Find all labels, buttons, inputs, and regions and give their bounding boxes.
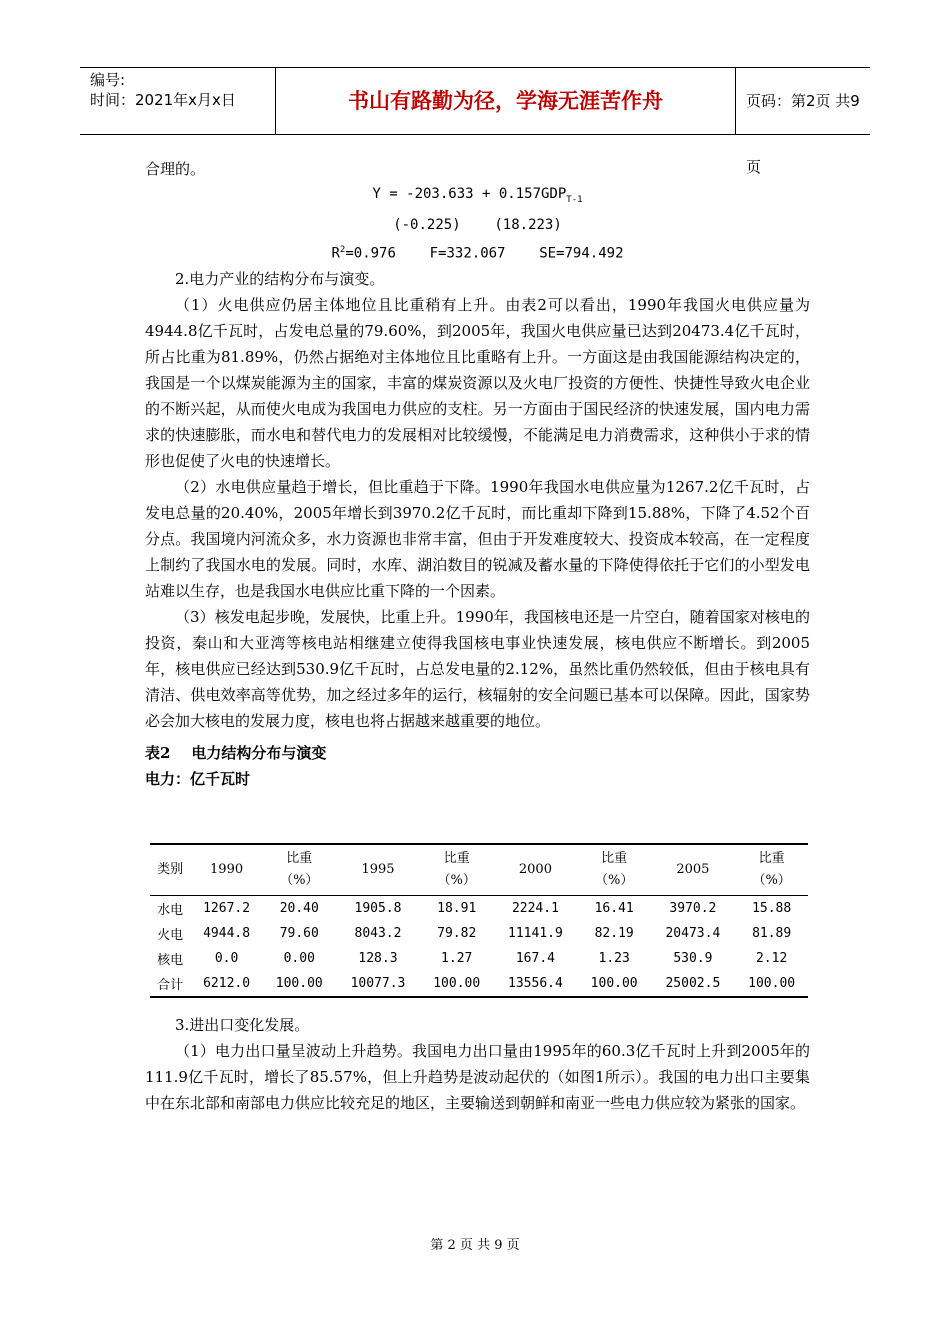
number-label: 编号: [90, 71, 126, 89]
table-unit: 电力：亿千瓦时 [145, 770, 251, 789]
document-body [145, 156, 810, 792]
cell: 火电 [157, 928, 184, 943]
cell: 11141.9 [508, 926, 563, 941]
cell: 4944.8 [203, 926, 251, 941]
table-row [150, 946, 808, 971]
header-2005: 2005 [651, 844, 736, 896]
cell: 8043.2 [354, 926, 402, 941]
cell: 1.27 [441, 951, 473, 966]
cell: 水电 [157, 903, 184, 918]
cell: 100.00 [420, 971, 493, 997]
cell: 20473.4 [665, 926, 721, 941]
section-3-title: 3.进出口变化发展。 [175, 1016, 310, 1034]
regression-formula [145, 182, 810, 266]
cell: 100.00 [735, 971, 808, 997]
header-1995: 1995 [336, 844, 421, 896]
header-1990: 1990 [190, 844, 263, 896]
cell: 1.23 [598, 951, 630, 966]
cell: 3970.2 [669, 901, 717, 916]
cell: 167.4 [515, 951, 555, 966]
cell: 0.00 [283, 951, 315, 966]
power-structure-table [150, 843, 808, 998]
table-caption: 表2 电力结构分布与演变 [145, 744, 327, 763]
time-label: 时间：2021年x月x日 [90, 91, 236, 109]
header-2000: 2000 [493, 844, 578, 896]
cell: 15.88 [752, 901, 792, 916]
document-body-continued [145, 1012, 810, 1116]
header-page-label: 页码：第2页 共9页 [746, 92, 860, 176]
table-header-row [150, 844, 808, 896]
paragraph-nuclear: （3）核发电起步晚，发展快，比重上升。1990年，我国核电还是一片空白，随着国家对核电的投资，秦山和大亚湾等核电站相继建立使得我国核电事业快速发展，核电供应不断增长。到2005年，核电供应已经达到530.9亿千瓦时，占总发电量的2.12%，虽然比重仍然较低，但由于核电具有清洁、供电效率高等优势，加之经过多年的运行，核辐射的安全问题已基本可以保障。因此，国家势必会加大核电的发展力度，核电也将占据越来越重要的地位。 [145, 608, 810, 731]
header-share-2000: 比重 （%） [578, 844, 651, 896]
cell: 16.41 [594, 901, 634, 916]
formula-line-2: (-0.225) (18.223) [393, 216, 562, 233]
cell: 核电 [157, 953, 184, 968]
header-share-1995: 比重 （%） [420, 844, 493, 896]
paragraph-hydro: （2）水电供应量趋于增长，但比重趋于下降。1990年我国水电供应量为1267.2亿千瓦时，占发电总量的20.40%，2005年增长到3970.2亿千瓦时，而比重却下降到15.88%，下降了4.52个百分点。我国境内河流众多，水力资源也非常丰富，但由于开发难度较大、投资成本较高，在一定程度上制约了我国水电的发展。同时，水库、湖泊数目的锐减及蓄水量的下降使得依托于它们的小型发电站难以生存，也是我国水电供应比重下降的一个因素。 [145, 478, 810, 601]
cell: 0.0 [214, 951, 239, 966]
paragraph-export: （1）电力出口量呈波动上升趋势。我国电力出口量由1995年的60.3亿千瓦时上升到2005年的111.9亿千瓦时，增长了85.57%，但上升趋势是波动起伏的（如图1所示）。我国的电力出口主要集中在东北部和南部电力供应比较充足的地区，主要输送到朝鲜和南亚一些电力供应较为紧张的国家。 [145, 1042, 810, 1112]
cell: 530.9 [673, 951, 713, 966]
cell: 2.12 [755, 951, 788, 966]
cell: 100.00 [263, 971, 336, 997]
cell: 13556.4 [493, 971, 578, 997]
cell: 1905.8 [354, 901, 402, 916]
header-motto: 书山有路勤为径，学海无涯苦作舟 [276, 68, 736, 134]
cell: 128.3 [358, 951, 398, 966]
header-share-2005: 比重 （%） [735, 844, 808, 896]
cell: 20.40 [279, 901, 319, 916]
paragraph-thermal: （1）火电供应仍居主体地位且比重稍有上升。由表2可以看出，1990年我国火电供应量为4944.8亿千瓦时，占发电总量的79.60%，到2005年，我国火电供应量已达到20473.4亿千瓦时，所占比重为81.89%，仍然占据绝对主体地位且比重略有上升。一方面这是由我国能源结构决定的，我国是一个以煤炭能源为主的国家，丰富的煤炭资源以及火电厂投资的方便性、快捷性导致火电企业的不断兴起，从而使火电成为我国电力供应的支柱。另一方面由于国民经济的快速发展，国内电力需求的快速膨胀，而水电和替代电力的发展相对比较缓慢，不能满足电力消费需求，这种供小于求的情形也促使了火电的快速增长。 [145, 296, 810, 471]
header-meta [80, 68, 276, 134]
formula-line-1: $Y = -203.633 + 0.157GDP_{T-1}$ [372, 186, 583, 205]
cell: 1267.2 [203, 901, 251, 916]
header-category: 类别 [150, 844, 190, 896]
cell: 79.82 [437, 926, 477, 941]
table-row [150, 971, 808, 997]
cell: 81.89 [752, 926, 792, 941]
cell: 2224.1 [511, 901, 559, 916]
intro-text: 合理的。 [145, 160, 206, 178]
cell: 合计 [150, 971, 190, 997]
table-row [150, 921, 808, 946]
cell: 82.19 [594, 926, 634, 941]
cell: 18.91 [437, 901, 477, 916]
formula-line-3: $R^2=0.976$ F=332.067 SE=794.492 [331, 244, 624, 262]
cell: 79.60 [279, 926, 319, 941]
cell: 10077.3 [336, 971, 421, 997]
table-row [150, 896, 808, 922]
page-footer: 第 2 页 共 9 页 [430, 1238, 520, 1253]
section-2-title: 2.电力产业的结构分布与演变。 [175, 270, 385, 289]
cell: 6212.0 [190, 971, 263, 997]
cell: 100.00 [578, 971, 651, 997]
header-share-1990: 比重 （%） [263, 844, 336, 896]
cell: 25002.5 [651, 971, 736, 997]
